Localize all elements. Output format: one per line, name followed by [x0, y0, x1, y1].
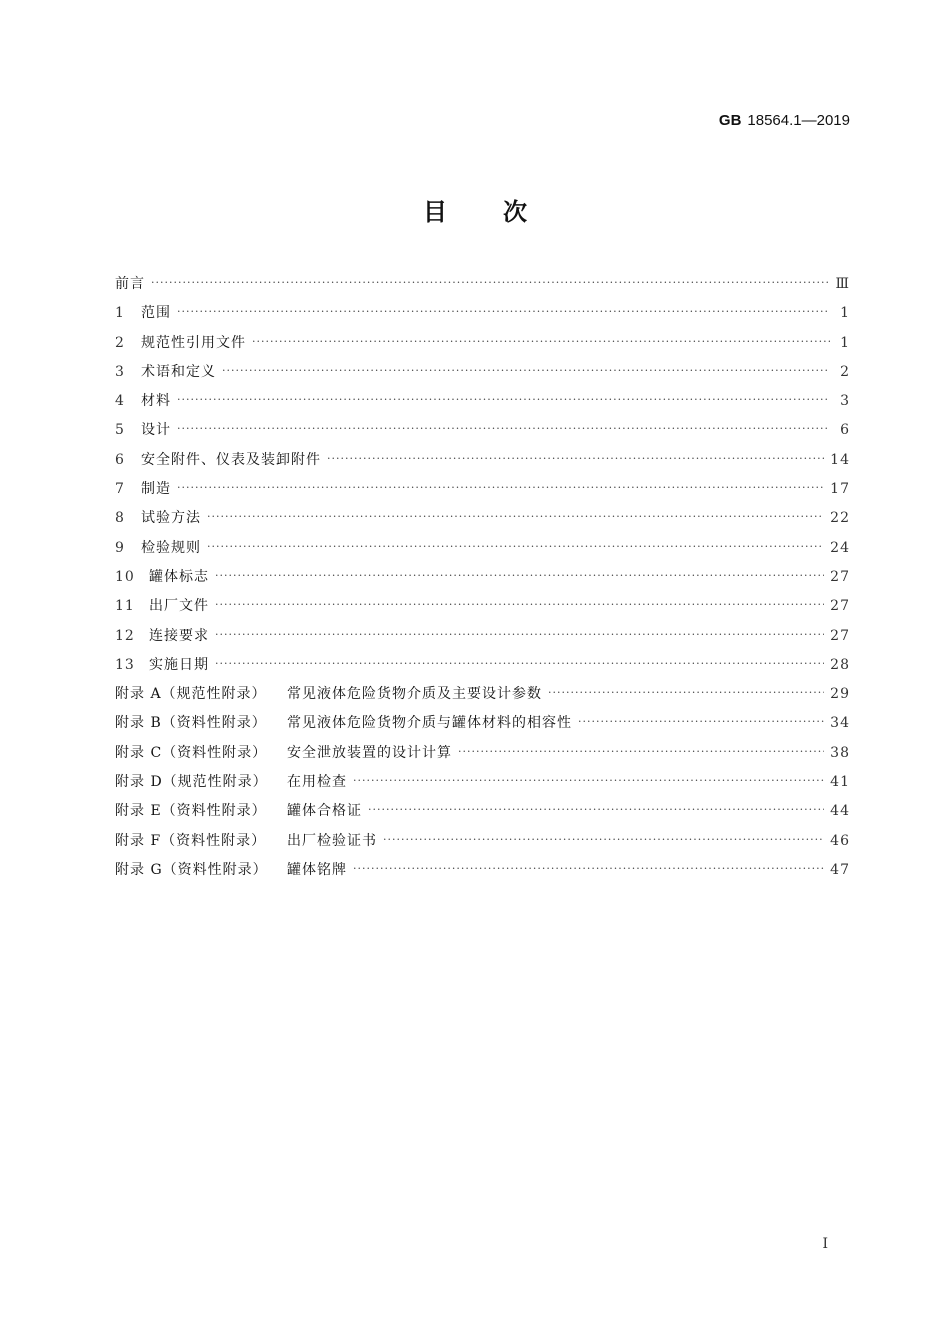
toc-entry-13[interactable] — [115, 651, 850, 680]
standard-header — [719, 112, 850, 129]
standard-prefix: GB — [718, 112, 742, 129]
dot-leader — [368, 795, 824, 824]
toc-entry-number: 11 — [115, 598, 135, 615]
toc-entry-number: 6 — [115, 451, 125, 468]
toc-entry-page: 1 — [840, 334, 850, 351]
toc-entry-9[interactable] — [115, 534, 850, 563]
toc-entry-8[interactable] — [115, 504, 850, 533]
annex-tag: 附录 C（资料性附录） — [115, 744, 268, 761]
toc-entry-page: 6 — [840, 422, 850, 439]
annex-label: 安全泄放装置的设计计算 — [287, 744, 452, 761]
dot-leader — [578, 707, 824, 736]
toc-entry-number: 8 — [115, 510, 125, 527]
toc-entry-label: 罐体标志 — [149, 568, 209, 585]
annex-tag: 附录 G（资料性附录） — [115, 861, 268, 878]
annex-page: 41 — [830, 774, 850, 791]
toc-entry-label: 范围 — [141, 305, 171, 322]
toc-entry-5[interactable] — [115, 416, 850, 445]
toc-entry-label: 实施日期 — [149, 656, 209, 673]
dot-leader — [458, 737, 824, 766]
dot-leader — [177, 297, 830, 326]
dot-leader — [177, 414, 830, 443]
toc-entry-number: 5 — [115, 422, 125, 439]
annex-label: 在用检查 — [287, 774, 347, 791]
toc-annex-d[interactable] — [115, 768, 850, 797]
toc-entry-page: 22 — [830, 510, 850, 527]
annex-page: 29 — [830, 686, 850, 703]
toc-annex-b[interactable] — [115, 709, 850, 738]
toc-entry-label: 连接要求 — [149, 627, 209, 644]
toc-entry-4[interactable] — [115, 387, 850, 416]
dot-leader — [177, 385, 830, 414]
dot-leader — [215, 561, 824, 590]
toc-entry-page: 17 — [830, 481, 850, 498]
toc-entry-page: 3 — [840, 393, 850, 410]
toc-entry-number: 2 — [115, 334, 125, 351]
annex-label: 罐体合格证 — [287, 803, 362, 820]
toc-entry-number: 12 — [115, 627, 135, 644]
annex-label: 常见液体危险货物介质与罐体材料的相容性 — [287, 715, 572, 732]
toc-entry-page: 1 — [840, 305, 850, 322]
toc-entry-foreword[interactable] — [115, 270, 850, 299]
dot-leader — [215, 649, 824, 678]
annex-tag: 附录 B（资料性附录） — [115, 715, 267, 732]
toc-entry-page: 14 — [830, 451, 850, 468]
toc-entry-1[interactable] — [115, 299, 850, 328]
toc-entry-label: 材料 — [141, 393, 171, 410]
toc-annex-g[interactable] — [115, 856, 850, 885]
toc-entry-number: 9 — [115, 539, 125, 556]
toc-entry-page: 2 — [840, 363, 850, 380]
footer-page-number: I — [822, 1236, 828, 1252]
toc-entry-7[interactable] — [115, 475, 850, 504]
dot-leader — [222, 356, 830, 385]
toc-entry-page: 27 — [830, 568, 850, 585]
toc-entry-label: 设计 — [141, 422, 171, 439]
table-of-contents — [115, 270, 850, 885]
standard-number: 18564.1—2019 — [747, 112, 850, 129]
dot-leader — [252, 327, 830, 356]
toc-entry-number: 3 — [115, 363, 125, 380]
annex-tag: 附录 D（规范性附录） — [115, 774, 268, 791]
toc-entry-label: 规范性引用文件 — [141, 334, 246, 351]
toc-entry-12[interactable] — [115, 622, 850, 651]
dot-leader — [353, 766, 824, 795]
toc-entry-label: 安全附件、仪表及装卸附件 — [141, 451, 321, 468]
toc-entry-2[interactable] — [115, 329, 850, 358]
toc-entry-10[interactable] — [115, 563, 850, 592]
dot-leader — [215, 590, 824, 619]
toc-annex-c[interactable] — [115, 739, 850, 768]
toc-entry-11[interactable] — [115, 592, 850, 621]
dot-leader — [177, 473, 824, 502]
dot-leader — [207, 532, 824, 561]
toc-entry-number: 7 — [115, 481, 125, 498]
page-title: 目次 — [423, 198, 583, 226]
annex-page: 47 — [830, 861, 850, 878]
toc-entry-number: 10 — [115, 568, 135, 585]
toc-entry-page: 27 — [830, 598, 850, 615]
toc-entry-number: 1 — [115, 305, 125, 322]
dot-leader — [215, 620, 824, 649]
dot-leader — [151, 268, 829, 297]
toc-entry-page: 27 — [830, 627, 850, 644]
annex-tag: 附录 A（规范性附录） — [115, 686, 267, 703]
toc-annex-f[interactable] — [115, 827, 850, 856]
toc-annex-a[interactable] — [115, 680, 850, 709]
dot-leader — [327, 444, 824, 473]
dot-leader — [548, 678, 824, 707]
toc-entry-3[interactable] — [115, 358, 850, 387]
toc-entry-label: 试验方法 — [141, 510, 201, 527]
toc-entry-number: 4 — [115, 393, 125, 410]
toc-entry-label: 术语和定义 — [141, 363, 216, 380]
toc-entry-6[interactable] — [115, 446, 850, 475]
annex-label: 常见液体危险货物介质及主要设计参数 — [287, 686, 542, 703]
toc-entry-label: 前言 — [115, 276, 145, 292]
toc-entry-page: 24 — [830, 539, 850, 556]
toc-entry-number: 13 — [115, 656, 135, 673]
dot-leader — [353, 854, 824, 883]
toc-entry-page: Ⅲ — [835, 276, 850, 292]
toc-entry-page: 28 — [830, 656, 850, 673]
annex-page: 44 — [830, 803, 850, 820]
toc-annex-e[interactable] — [115, 797, 850, 826]
toc-entry-label: 出厂文件 — [149, 598, 209, 615]
annex-page: 46 — [830, 832, 850, 849]
annex-page: 38 — [830, 744, 850, 761]
annex-label: 出厂检验证书 — [287, 832, 377, 849]
toc-entry-label: 检验规则 — [141, 539, 201, 556]
toc-entry-label: 制造 — [141, 481, 171, 498]
dot-leader — [207, 502, 824, 531]
annex-page: 34 — [830, 715, 850, 732]
annex-tag: 附录 F（资料性附录） — [115, 832, 267, 849]
annex-label: 罐体铭牌 — [287, 861, 347, 878]
annex-tag: 附录 E（资料性附录） — [115, 803, 267, 820]
dot-leader — [383, 825, 824, 854]
